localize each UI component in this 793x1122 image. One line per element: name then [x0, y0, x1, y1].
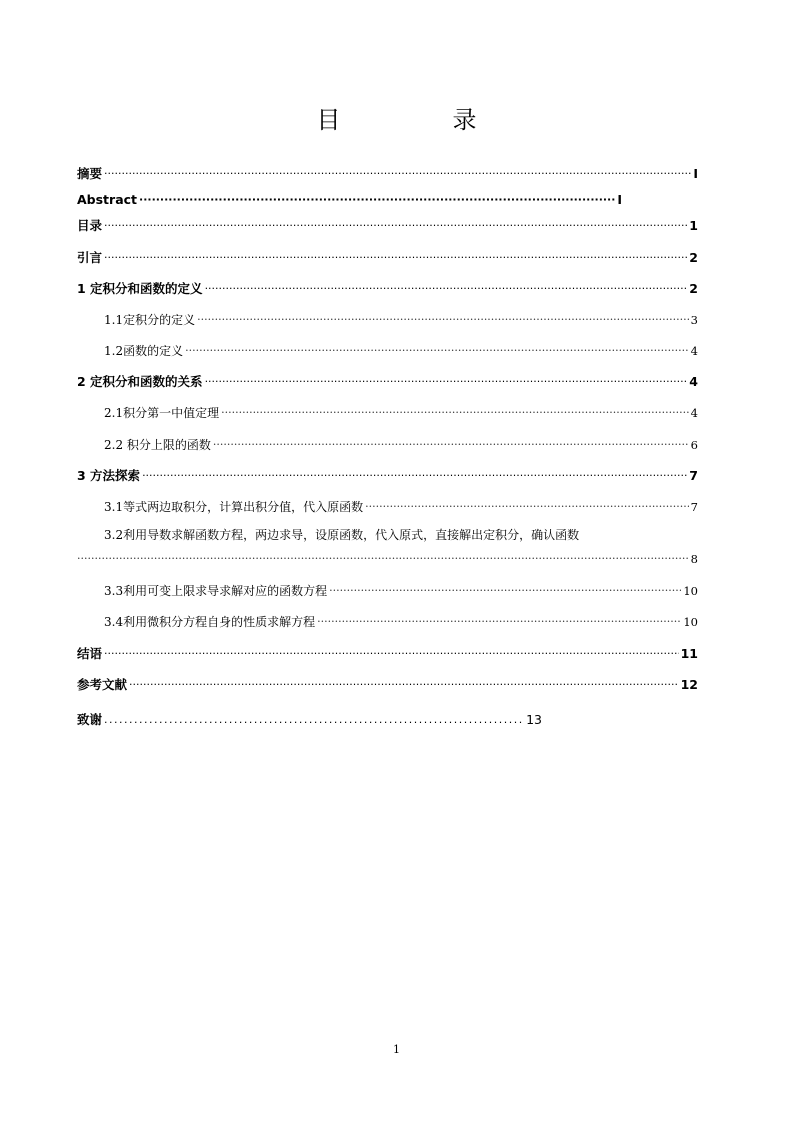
dot-leader	[129, 676, 679, 694]
toc-entry-conclusion[interactable]	[77, 645, 698, 663]
toc-entry-page: 12	[680, 677, 698, 692]
toc-entry-chapter-1[interactable]	[77, 280, 698, 298]
toc-entry-section-3-3[interactable]	[104, 582, 698, 600]
toc-entry-abstract-cn[interactable]	[77, 165, 698, 183]
toc-entry-label: 目录	[77, 218, 103, 233]
toc-entry-abstract-en[interactable]	[77, 191, 622, 209]
toc-entry-section-3-2-leader[interactable]	[77, 550, 698, 568]
toc-entry-page: 7	[689, 468, 698, 483]
dot-leader	[365, 498, 689, 516]
toc-entry-page: 2	[689, 281, 698, 296]
toc-entry-page: 10	[683, 584, 698, 598]
dot-leader	[104, 217, 687, 235]
dot-leader	[213, 436, 689, 454]
dot-leader	[205, 373, 688, 391]
toc-entry-page: 4	[690, 406, 698, 420]
toc-entry-page: 7	[690, 500, 698, 514]
toc-entry-label: 3.4利用微积分方程自身的性质求解方程	[104, 615, 316, 629]
dot-leader	[104, 645, 679, 663]
dot-leader	[77, 550, 689, 568]
toc-entry-label: 3.2利用导数求解函数方程，两边求导，设原函数，代入原式，直接解出定积分，确认函数	[104, 528, 580, 542]
dot-leader	[221, 404, 689, 422]
toc-entry-section-3-4[interactable]	[104, 613, 698, 631]
toc-entry-page: 4	[689, 374, 698, 389]
page-title: 目 录	[316, 106, 521, 134]
toc-entry-label: 引言	[77, 250, 103, 265]
toc-entry-references[interactable]	[77, 676, 698, 694]
toc-entry-label: 2.1积分第一中值定理	[104, 406, 220, 420]
toc-entry-page: 1	[689, 218, 698, 233]
toc-entry-label: 3.3利用可变上限求导求解对应的函数方程	[104, 584, 328, 598]
toc-entry-section-3-2[interactable]	[104, 526, 579, 544]
toc-entry-chapter-2[interactable]	[77, 373, 698, 391]
toc-entry-page: 6	[690, 438, 698, 452]
toc-entry-label: 2 定积分和函数的关系	[77, 374, 203, 389]
toc-entry-contents[interactable]	[77, 217, 698, 235]
toc-entry-label: 结语	[77, 646, 103, 661]
toc-entry-label: 1.2函数的定义	[104, 344, 184, 358]
dot-leader	[329, 582, 681, 600]
dot-leader	[197, 311, 689, 329]
toc-entry-label: 参考文献	[77, 677, 128, 692]
toc-entry-label: 1.1定积分的定义	[104, 313, 196, 327]
toc-entry-chapter-3[interactable]	[77, 467, 698, 485]
toc-entry-section-2-2[interactable]	[104, 436, 698, 454]
toc-entry-page: 2	[689, 250, 698, 265]
toc-entry-page: 11	[680, 646, 698, 661]
dot-leader	[205, 280, 688, 298]
dot-leader	[185, 342, 689, 360]
toc-entry-page: I	[693, 166, 698, 181]
dot-leader	[104, 249, 687, 267]
toc-entry-section-3-1[interactable]	[104, 498, 698, 516]
toc-entry-introduction[interactable]	[77, 249, 698, 267]
toc-entry-section-2-1[interactable]	[104, 404, 698, 422]
toc-entry-label: 1 定积分和函数的定义	[77, 281, 203, 296]
toc-entry-label: Abstract	[77, 192, 138, 207]
dot-leader	[104, 711, 524, 729]
dot-leader	[142, 467, 687, 485]
toc-entry-section-1-1[interactable]	[104, 311, 698, 329]
toc-entry-label: 3 方法探索	[77, 468, 141, 483]
toc-entry-page: 3	[690, 313, 698, 327]
toc-entry-label: 致谢	[77, 712, 103, 727]
toc-entry-section-1-2[interactable]	[104, 342, 698, 360]
dot-leader	[317, 613, 681, 631]
toc-entry-page: 4	[690, 344, 698, 358]
toc-entry-label: 摘要	[77, 166, 103, 181]
dot-leader	[139, 191, 615, 209]
dot-leader	[104, 165, 691, 183]
toc-entry-acknowledgements[interactable]	[77, 711, 542, 729]
toc-entry-page: 8	[690, 552, 698, 566]
toc-entry-page: 13	[526, 712, 542, 727]
page-number: 1	[393, 1043, 400, 1056]
toc-entry-page: 10	[683, 615, 698, 629]
toc-entry-page: I	[617, 192, 622, 207]
toc-entry-label: 2.2 积分上限的函数	[104, 438, 211, 452]
toc-entry-label: 3.1等式两边取积分，计算出积分值，代入原函数	[104, 500, 364, 514]
